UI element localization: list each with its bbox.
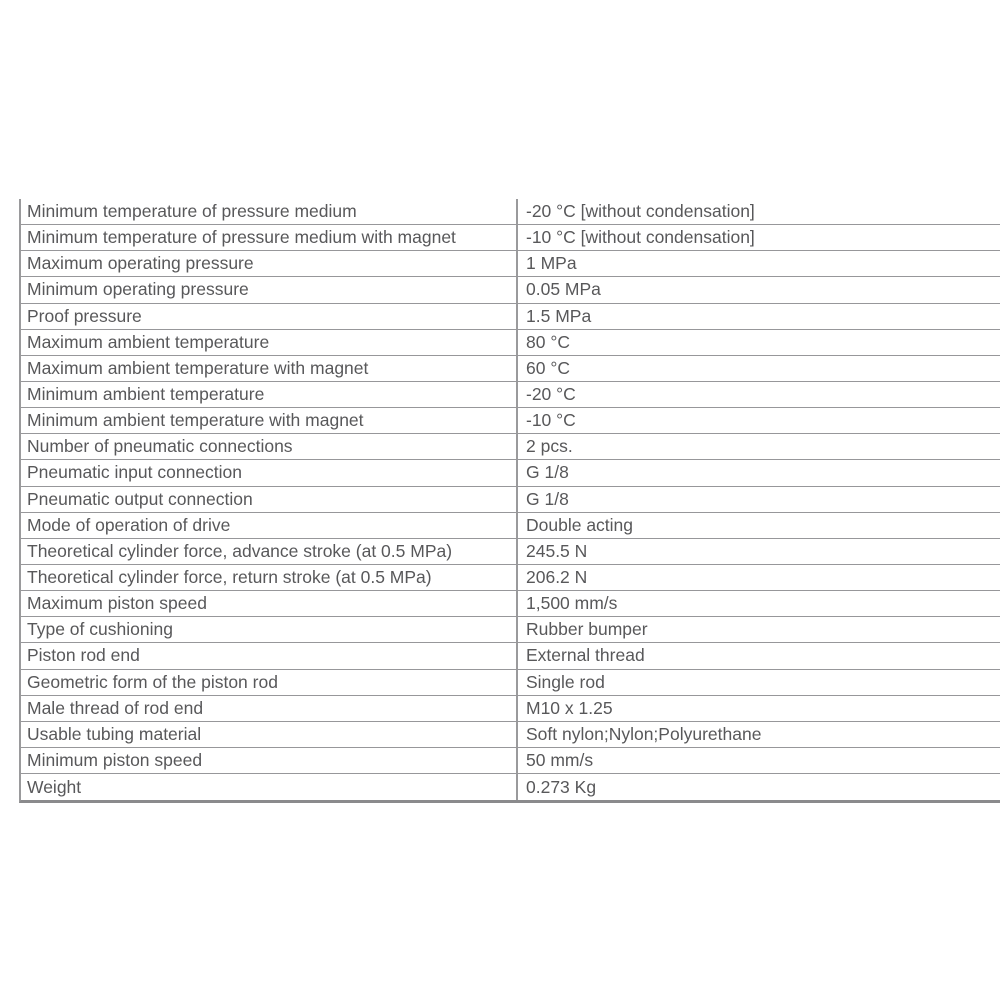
spec-label-cell: Minimum temperature of pressure medium with magnet [21,225,518,250]
spec-label-cell: Geometric form of the piston rod [21,670,518,695]
spec-value-cell: -20 °C [526,384,576,405]
spec-value-cell: -10 °C [526,410,576,431]
spec-value-cell: 245.5 N [526,540,588,561]
table-row [21,774,1000,800]
table-row [21,591,1000,617]
spec-label-cell: Theoretical cylinder force, return stroke (at 0.5 MPa) [21,565,518,590]
spec-label-cell: Maximum piston speed [21,591,518,616]
spec-label-cell: Proof pressure [21,304,518,329]
table-row [21,434,1000,460]
table-row [21,199,1000,225]
table-row [21,643,1000,669]
spec-label-cell: Minimum piston speed [21,748,518,773]
spec-label-cell: Minimum operating pressure [21,277,518,302]
table-row [21,304,1000,330]
spec-value-cell: 0.273 Kg [526,776,597,797]
table-row [21,225,1000,251]
spec-value-cell: Soft nylon;Nylon;Polyurethane [526,723,762,744]
spec-value-cell: Double acting [526,514,634,535]
table-row [21,513,1000,539]
spec-label-cell: Minimum ambient temperature with magnet [21,408,518,433]
spec-label-cell: Number of pneumatic connections [21,434,518,459]
spec-label-cell: Usable tubing material [21,722,518,747]
spec-label-cell: Maximum ambient temperature [21,330,518,355]
spec-value-cell: 1.5 MPa [526,305,592,326]
table-row [21,356,1000,382]
spec-value-cell: Rubber bumper [526,619,648,640]
spec-value-cell: 2 pcs. [526,436,573,457]
spec-value-cell: External thread [526,645,645,666]
spec-label-cell: Type of cushioning [21,617,518,642]
table-row [21,277,1000,303]
spec-label-cell: Minimum ambient temperature [21,382,518,407]
spec-label-cell: Minimum temperature of pressure medium [21,199,518,224]
spec-value-cell: 0.05 MPa [526,279,601,300]
spec-label-cell: Mode of operation of drive [21,513,518,538]
spec-value-cell: M10 x 1.25 [526,697,613,718]
table-row [21,722,1000,748]
table-row [21,670,1000,696]
table-row [21,460,1000,486]
spec-label-cell: Weight [21,774,518,800]
spec-label-cell: Male thread of rod end [21,696,518,721]
spec-value-cell: -10 °C [without condensation] [526,227,755,248]
spec-value-cell: G 1/8 [526,488,569,509]
spec-label-cell: Pneumatic input connection [21,460,518,485]
spec-label-cell: Maximum operating pressure [21,251,518,276]
table-row [21,382,1000,408]
spec-label-cell: Pneumatic output connection [21,487,518,512]
spec-value-cell: -20 °C [without condensation] [526,201,755,222]
table-row [21,565,1000,591]
spec-value-cell: 206.2 N [526,567,588,588]
spec-label-cell: Piston rod end [21,643,518,668]
table-row [21,617,1000,643]
spec-value-cell: 60 °C [526,357,570,378]
table-row [21,748,1000,774]
table-row [21,251,1000,277]
specification-table [19,199,1000,803]
table-row [21,487,1000,513]
spec-value-cell: 1,500 mm/s [526,593,618,614]
spec-value-cell: 50 mm/s [526,750,594,771]
spec-value-cell: Single rod [526,671,605,692]
spec-label-cell: Theoretical cylinder force, advance stroke (at 0.5 MPa) [21,539,518,564]
spec-label-cell: Maximum ambient temperature with magnet [21,356,518,381]
spec-value-cell: G 1/8 [526,462,569,483]
table-row [21,539,1000,565]
table-row [21,408,1000,434]
spec-value-cell: 80 °C [526,331,570,352]
table-row [21,330,1000,356]
table-row [21,696,1000,722]
spec-value-cell: 1 MPa [526,253,577,274]
